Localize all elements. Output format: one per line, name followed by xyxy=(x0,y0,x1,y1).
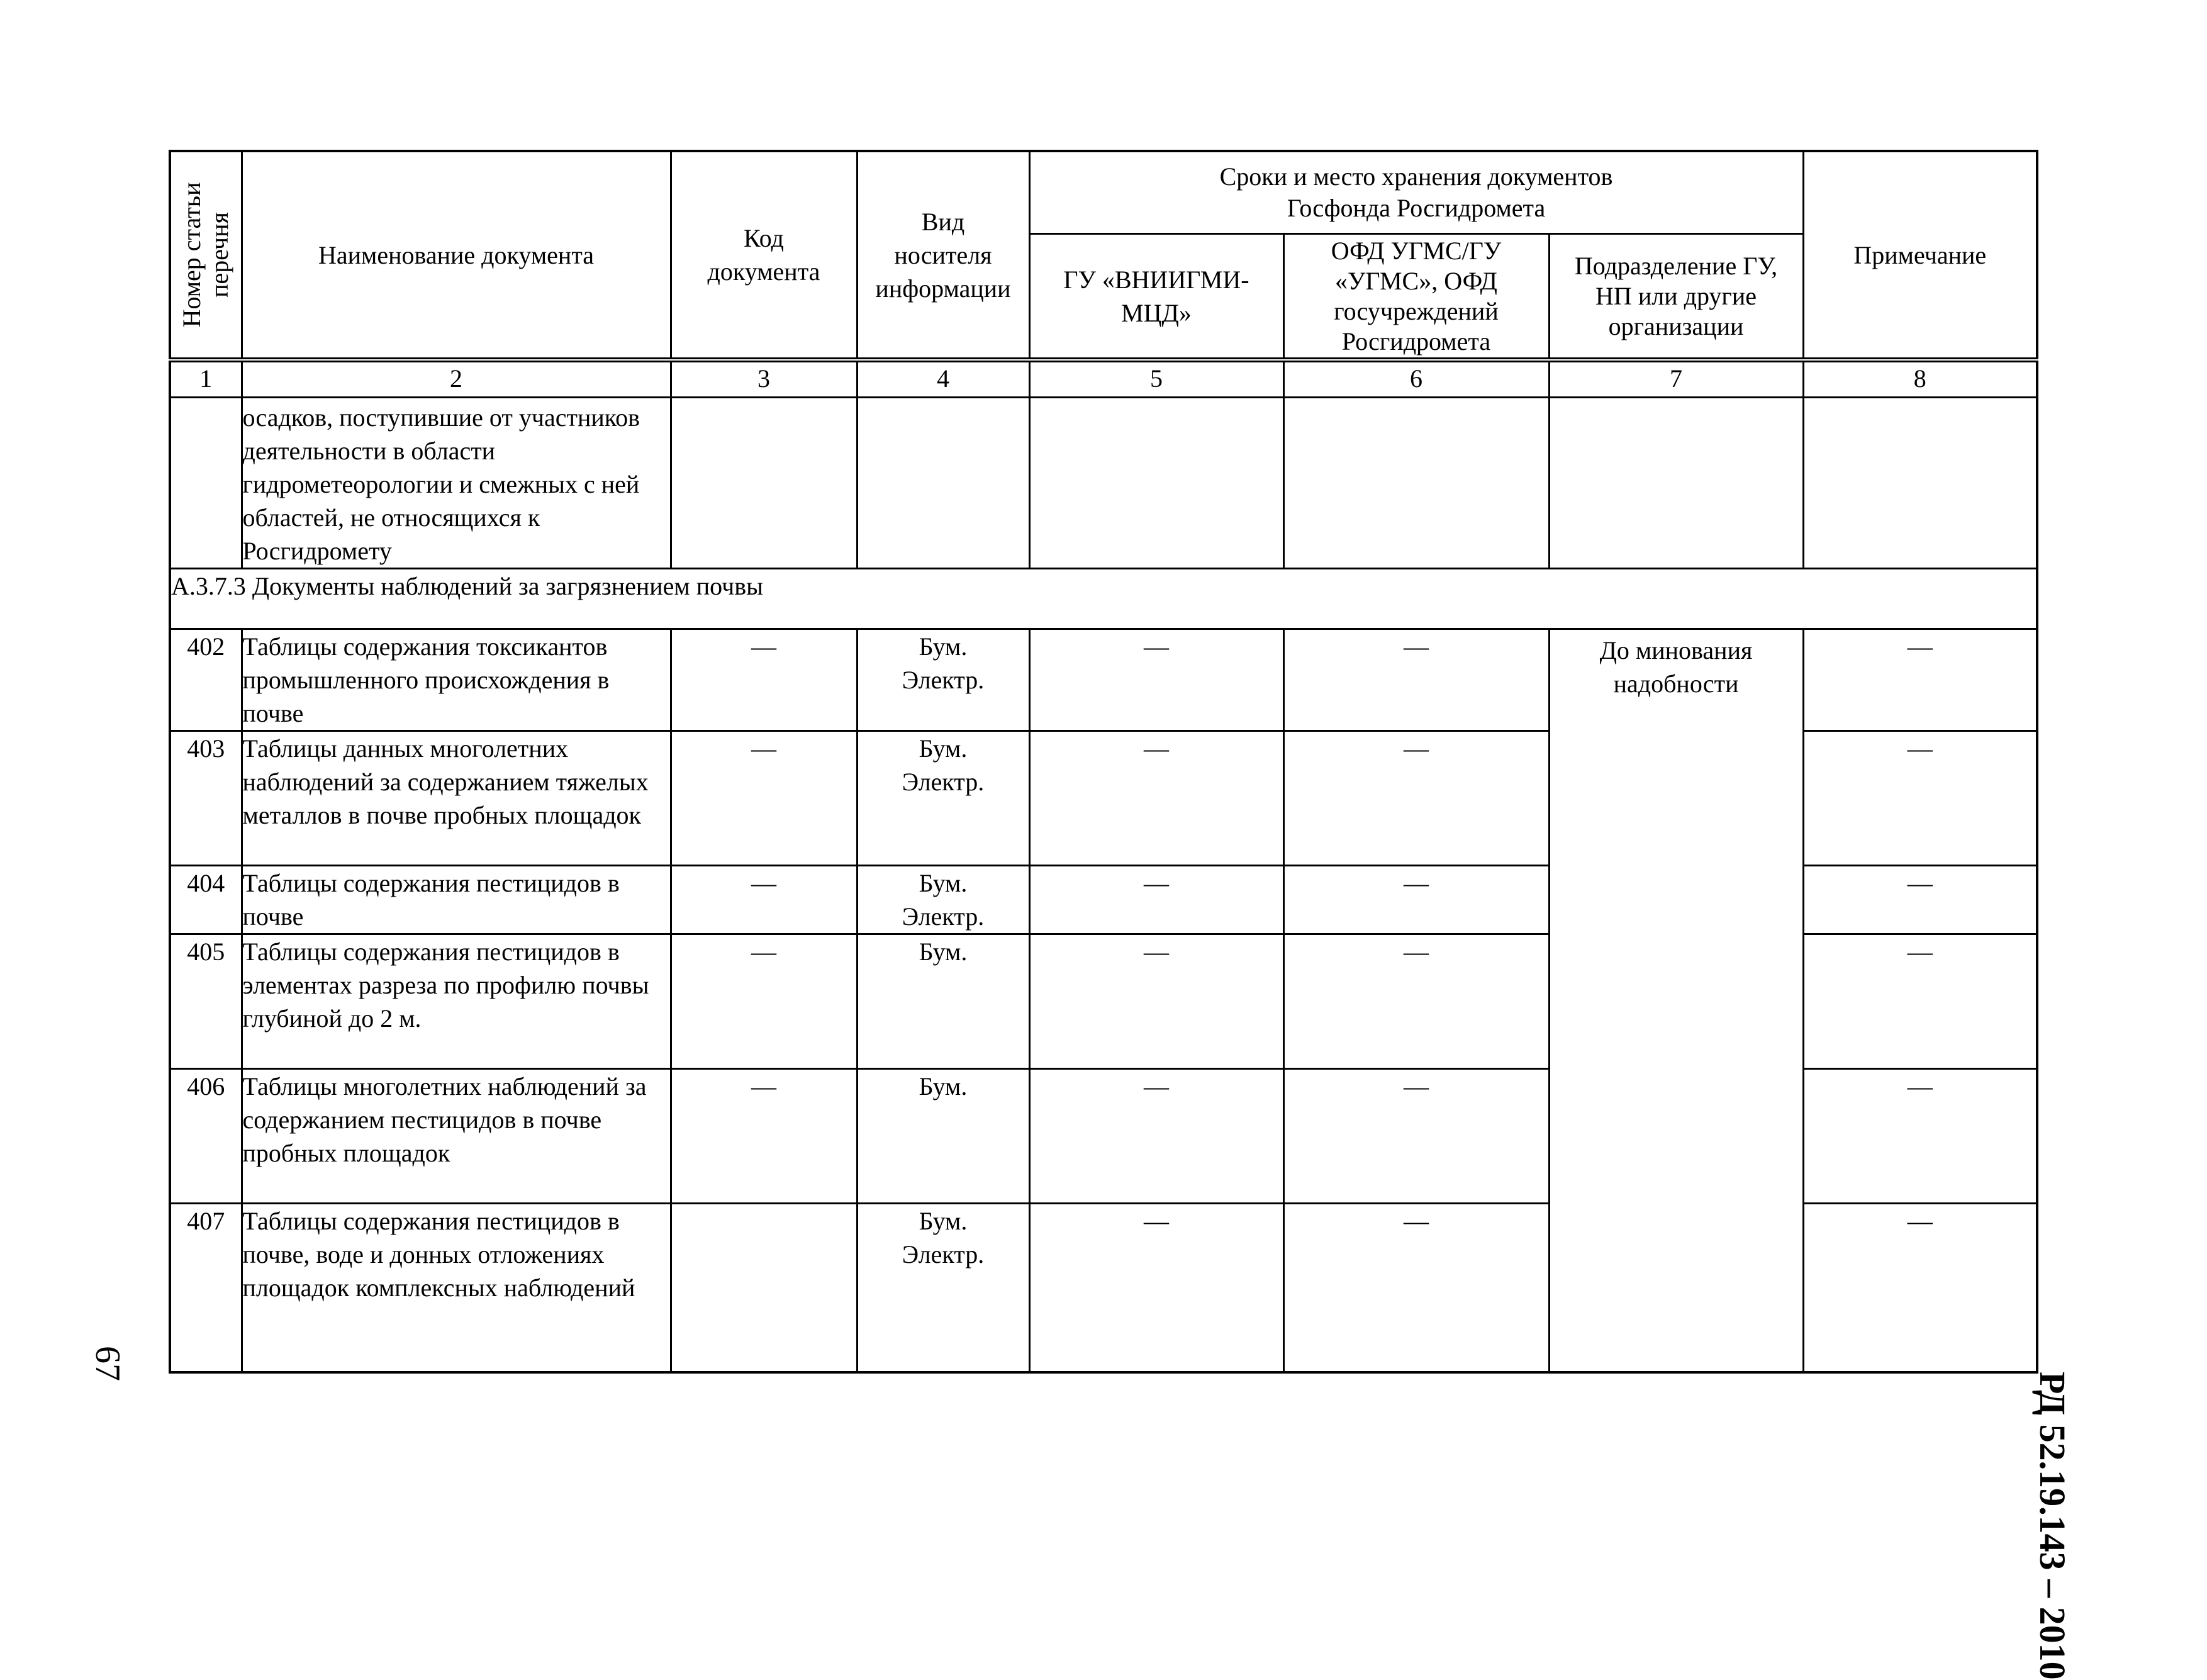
header-storage-group: Сроки и место хранения документов Госфонда Росгидромета xyxy=(1029,151,1803,234)
row-code: — xyxy=(671,866,857,934)
row-note: — xyxy=(1803,731,2037,866)
row-note: — xyxy=(1803,1069,2037,1204)
continuation-row xyxy=(170,398,2037,569)
row-number: 404 xyxy=(170,866,242,934)
column-number: 2 xyxy=(242,360,671,398)
page-number: 67 xyxy=(88,1346,127,1381)
header-vniigmi: ГУ «ВНИИГМИ-МЦД» xyxy=(1029,234,1283,360)
row-note: — xyxy=(1803,934,2037,1069)
column-number: 1 xyxy=(170,360,242,398)
column-number: 7 xyxy=(1549,360,1803,398)
header-carrier-type: Вид носителя информации xyxy=(857,151,1029,360)
row-document-name: Таблицы содержания пестицидов в почве, воде и донных отложениях площадок комплексных наблюдений xyxy=(242,1204,671,1372)
row-ofd: — xyxy=(1283,866,1549,934)
row-ofd: — xyxy=(1283,1204,1549,1372)
row-carrier: Бум. Электр. xyxy=(857,1204,1029,1372)
empty-cell xyxy=(1029,398,1283,569)
row-carrier: Бум. xyxy=(857,934,1029,1069)
column-number: 4 xyxy=(857,360,1029,398)
row-code: — xyxy=(671,1069,857,1204)
section-title: А.3.7.3 Документы наблюдений за загрязнением почвы xyxy=(170,569,2037,629)
row-note: — xyxy=(1803,866,2037,934)
row-ofd: — xyxy=(1283,629,1549,731)
row-vniigmi: — xyxy=(1029,731,1283,866)
row-vniigmi: — xyxy=(1029,866,1283,934)
header-note: Примечание xyxy=(1803,151,2037,360)
empty-cell xyxy=(1283,398,1549,569)
empty-cell xyxy=(1549,398,1803,569)
empty-cell xyxy=(671,398,857,569)
row-note: — xyxy=(1803,629,2037,731)
header-article-number xyxy=(170,151,242,360)
row-ofd: — xyxy=(1283,731,1549,866)
row-vniigmi: — xyxy=(1029,1204,1283,1372)
table-row xyxy=(170,629,2037,731)
continuation-text: осадков, поступившие от участников деятельности в области гидрометеорологии и смежных с ней областей, не относящихся к Росгидромету xyxy=(242,398,671,569)
header-document-name: Наименование документа xyxy=(242,151,671,360)
row-code xyxy=(671,1204,857,1372)
row-note: — xyxy=(1803,1204,2037,1372)
section-row xyxy=(170,569,2037,629)
row-number: 406 xyxy=(170,1069,242,1204)
column-number: 6 xyxy=(1283,360,1549,398)
row-vniigmi: — xyxy=(1029,934,1283,1069)
row-document-name: Таблицы данных многолетних наблюдений за содержанием тяжелых металлов в почве пробных площадок xyxy=(242,731,671,866)
column-number: 8 xyxy=(1803,360,2037,398)
document-code-title: РД 52.19.143 – 2010 xyxy=(2032,1372,2073,1680)
row-carrier: Бум. xyxy=(857,1069,1029,1204)
column-number: 5 xyxy=(1029,360,1283,398)
retention-period: До минования надобности xyxy=(1549,629,1803,1372)
row-code: — xyxy=(671,934,857,1069)
document-table xyxy=(169,150,2038,1374)
row-carrier: Бум. Электр. xyxy=(857,866,1029,934)
header-document-code: Код документа xyxy=(671,151,857,360)
empty-cell xyxy=(170,398,242,569)
row-carrier: Бум. Электр. xyxy=(857,731,1029,866)
row-vniigmi: — xyxy=(1029,629,1283,731)
column-number: 3 xyxy=(671,360,857,398)
row-vniigmi: — xyxy=(1029,1069,1283,1204)
row-document-name: Таблицы многолетних наблюдений за содержанием пестицидов в почве пробных площадок xyxy=(242,1069,671,1204)
row-number: 407 xyxy=(170,1204,242,1372)
row-number: 405 xyxy=(170,934,242,1069)
header-ofd: ОФД УГМС/ГУ «УГМС», ОФД госучреждений Росгидромета xyxy=(1283,234,1549,360)
row-code: — xyxy=(671,629,857,731)
row-document-name: Таблицы содержания пестицидов в элементах разреза по профилю почвы глубиной до 2 м. xyxy=(242,934,671,1069)
row-number: 402 xyxy=(170,629,242,731)
row-ofd: — xyxy=(1283,934,1549,1069)
empty-cell xyxy=(857,398,1029,569)
row-code: — xyxy=(671,731,857,866)
row-document-name: Таблицы содержания пестицидов в почве xyxy=(242,866,671,934)
header-article-number-text: Номер статьи перечня xyxy=(177,182,234,328)
row-number: 403 xyxy=(170,731,242,866)
header-subdivision: Подразделение ГУ, НП или другие организации xyxy=(1549,234,1803,360)
empty-cell xyxy=(1803,398,2037,569)
column-number-row xyxy=(170,360,2037,398)
row-document-name: Таблицы содержания токсикантов промышленного происхождения в почве xyxy=(242,629,671,731)
row-carrier: Бум. Электр. xyxy=(857,629,1029,731)
row-ofd: — xyxy=(1283,1069,1549,1204)
